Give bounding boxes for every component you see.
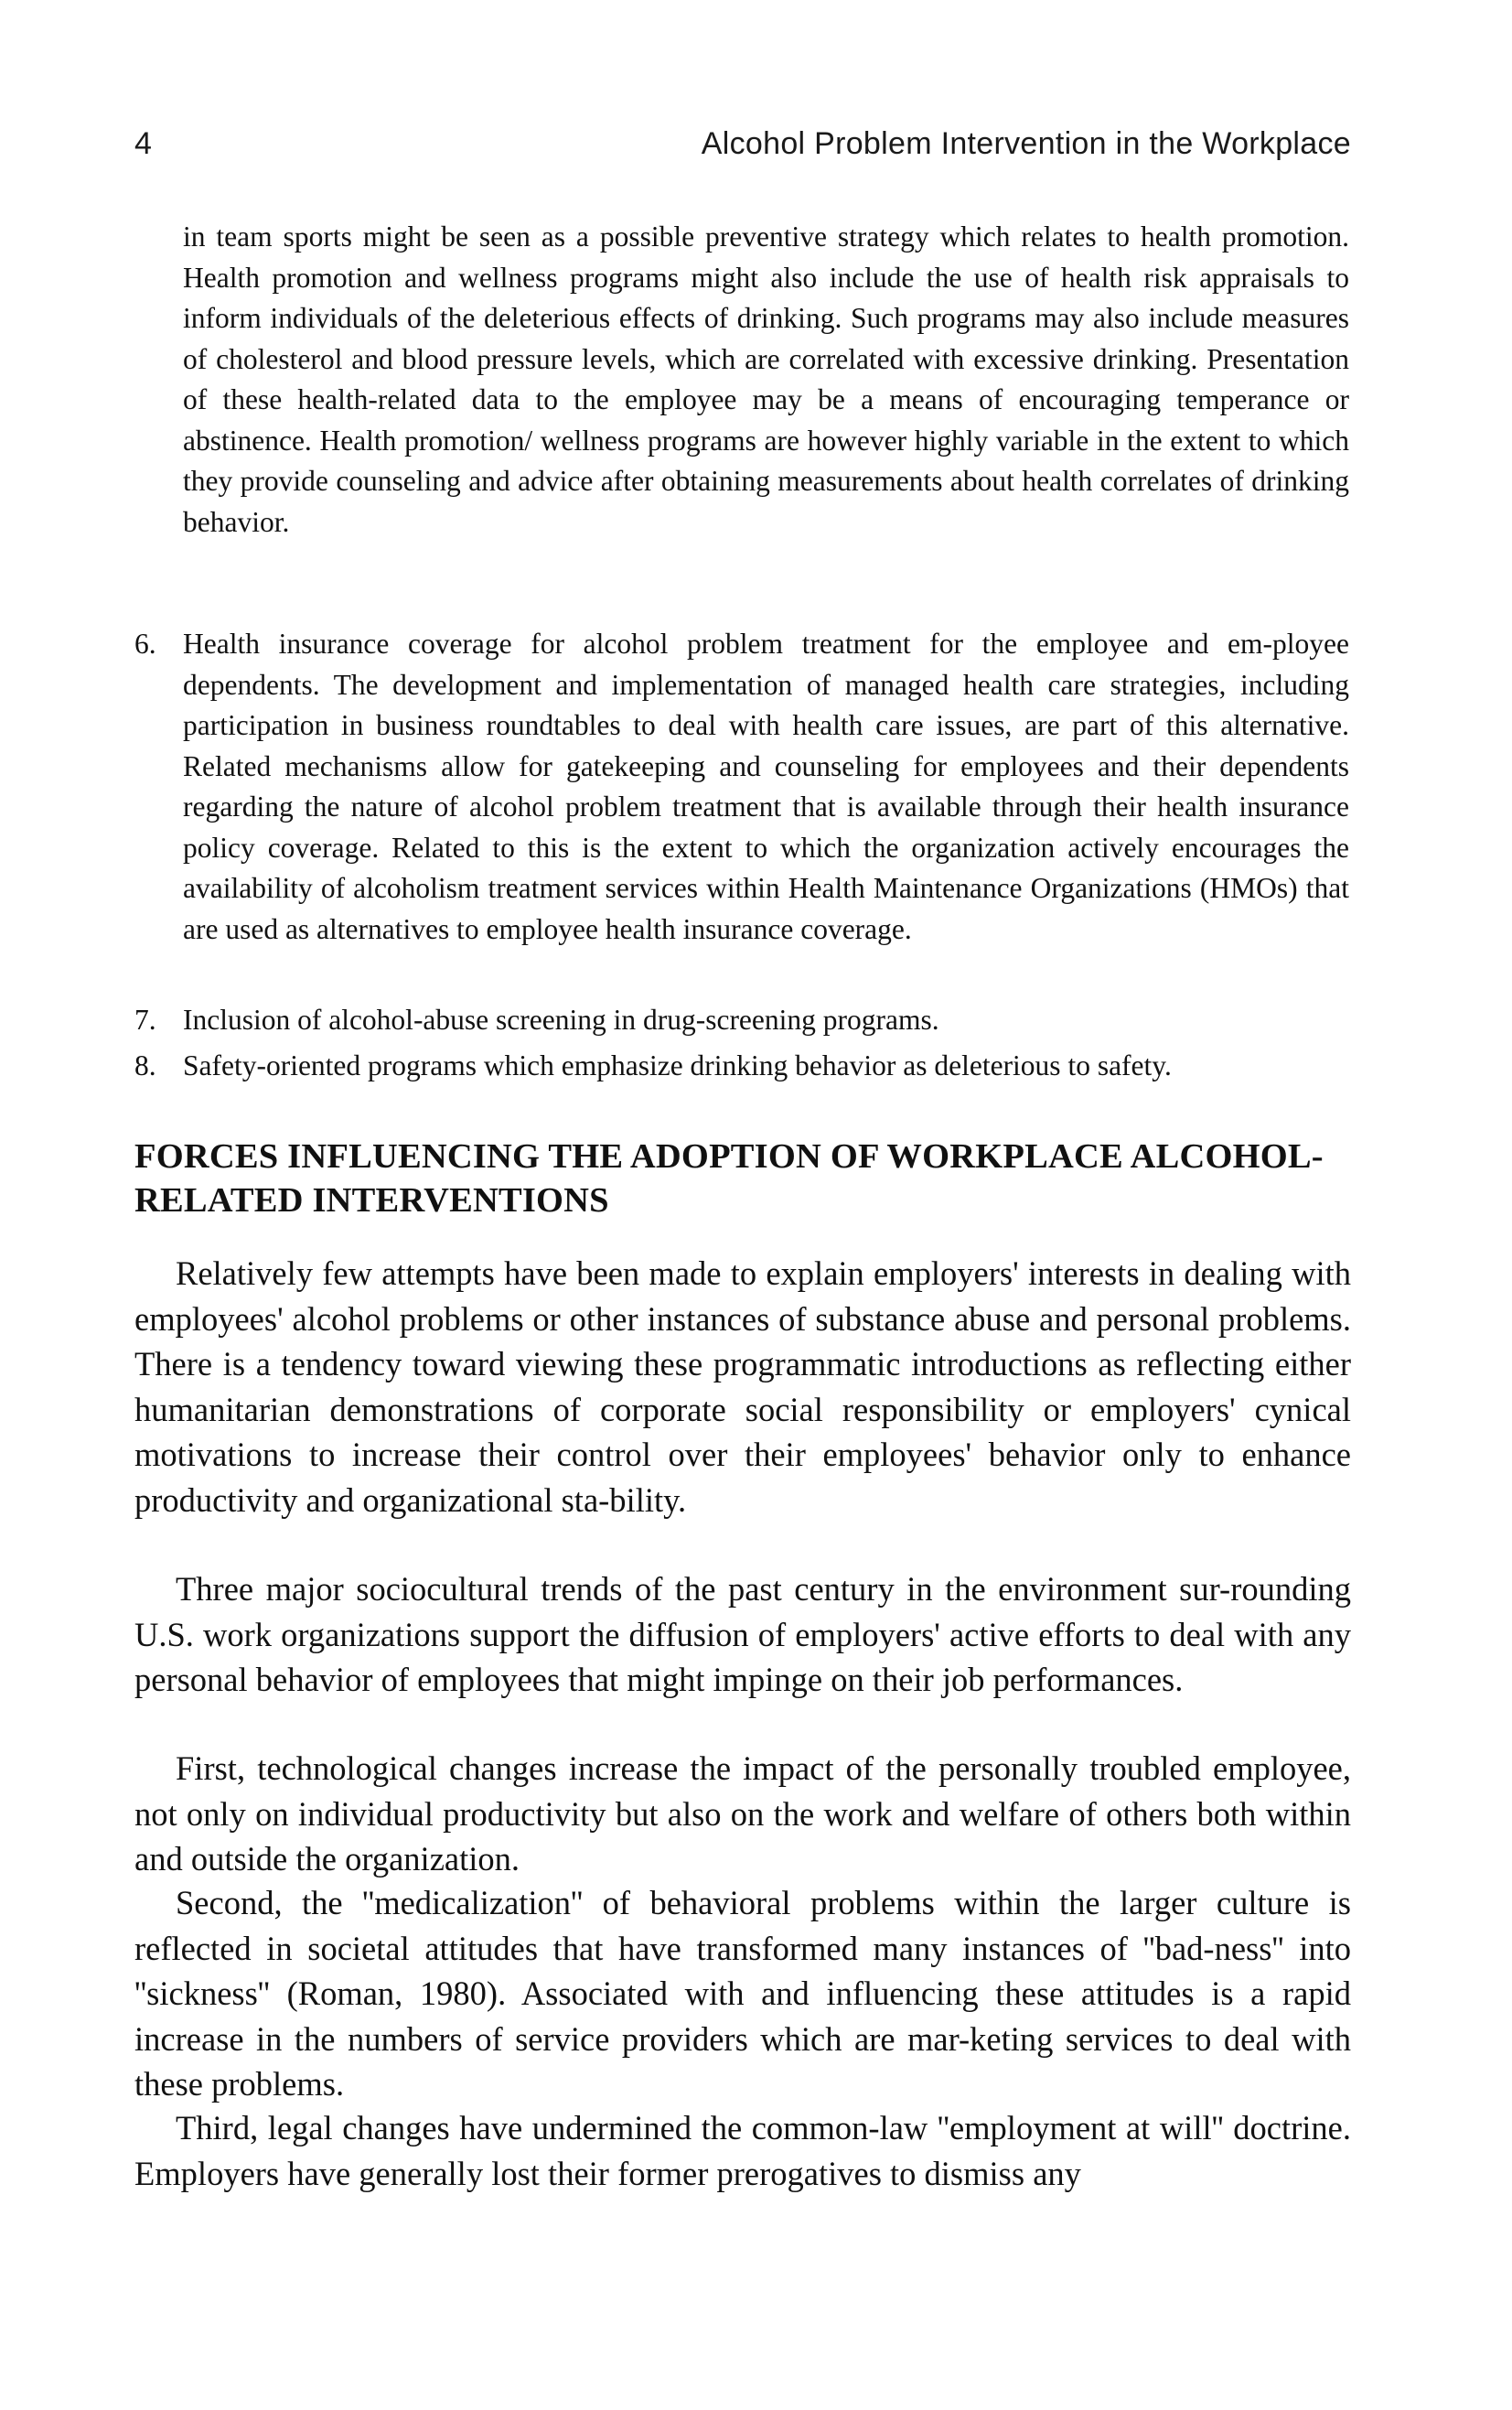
running-title: Alcohol Problem Intervention in the Workplace bbox=[701, 126, 1351, 161]
running-header bbox=[134, 126, 1351, 181]
body-paragraph: Relatively few attempts have been made to explain employers' interests in dealing with employees' alcohol problems or other instances of substance abuse and personal problems. There is a tendency toward viewing these programmatic introductions as reflecting either humanitarian demonstrations of corporate social responsibility or employers' cynical motivations to increase their control over their employees' behavior only to enhance productivity and organizational sta-bility. bbox=[134, 1254, 1351, 1519]
page-number: 4 bbox=[134, 126, 152, 161]
list-item-number: 6. bbox=[134, 628, 156, 660]
body-paragraph: Second, the ''medicalization'' of behavioral problems within the larger culture is reflected in societal attitudes that have transformed many instances of ''bad-ness'' into ''sickness'' (Roman, 1980). Associated with and influencing these attitudes is a rapid increase in the numbers of service providers which are mar-keting services to deal with these problems. bbox=[134, 1884, 1351, 2103]
list-item-number: 7. bbox=[134, 1004, 156, 1036]
body-paragraph: First, technological changes increase the impact of the personally troubled employee, not only on individual productivity but also on the work and welfare of others both within and outside the organization. bbox=[134, 1749, 1351, 1877]
continued-list-paragraph: in team sports might be seen as a possible preventive strategy which relates to health promotion. Health promotion and wellness programs might also include the use of health risk appraisals to inform individuals of the deleterious effects of drinking. Such programs may also include measures of cholesterol and blood pressure levels, which are correlated with excessive drinking. Presentation of these health-related data to the employee may be a means of encouraging temperance or abstinence. Health promotion/ wellness programs are however highly variable in the extent to which they provide counseling and advice after obtaining measurements about health correlates of drinking behavior. bbox=[183, 221, 1349, 538]
body-paragraph: Three major sociocultural trends of the past century in the environment sur-rounding U.S. work organizations support the diffusion of employers' active efforts to deal with any personal behavior of employees that might impinge on their job performances. bbox=[134, 1570, 1351, 1698]
list-item-text: Health insurance coverage for alcohol problem treatment for the employee and em-ployee dependents. The development and implementation of managed health care strategies, including participation in business roundtables to deal with health care issues, are part of this alternative. Related mechanisms allow for gatekeeping and counseling for employees and their dependents regarding the nature of alcohol problem treatment that is available through their health insurance policy coverage. Related to this is the extent to which the organization actively encourages the availability of alcoholism treatment services within Health Maintenance Organizations (HMOs) that are used as alternatives to employee health insurance coverage. bbox=[183, 628, 1349, 945]
list-item-number: 8. bbox=[134, 1049, 156, 1081]
list-item-text: Safety-oriented programs which emphasize drinking behavior as deleterious to safety. bbox=[183, 1049, 1172, 1081]
list-item-text: Inclusion of alcohol-abuse screening in drug-screening programs. bbox=[183, 1004, 939, 1036]
section-heading: FORCES INFLUENCING THE ADOPTION OF WORKPLACE ALCOHOL-RELATED INTERVENTIONS bbox=[134, 1137, 1324, 1220]
body-paragraph: Third, legal changes have undermined the common-law ''employment at will'' doctrine. Employers have generally lost their former prerogatives to dismiss any bbox=[134, 2109, 1351, 2192]
